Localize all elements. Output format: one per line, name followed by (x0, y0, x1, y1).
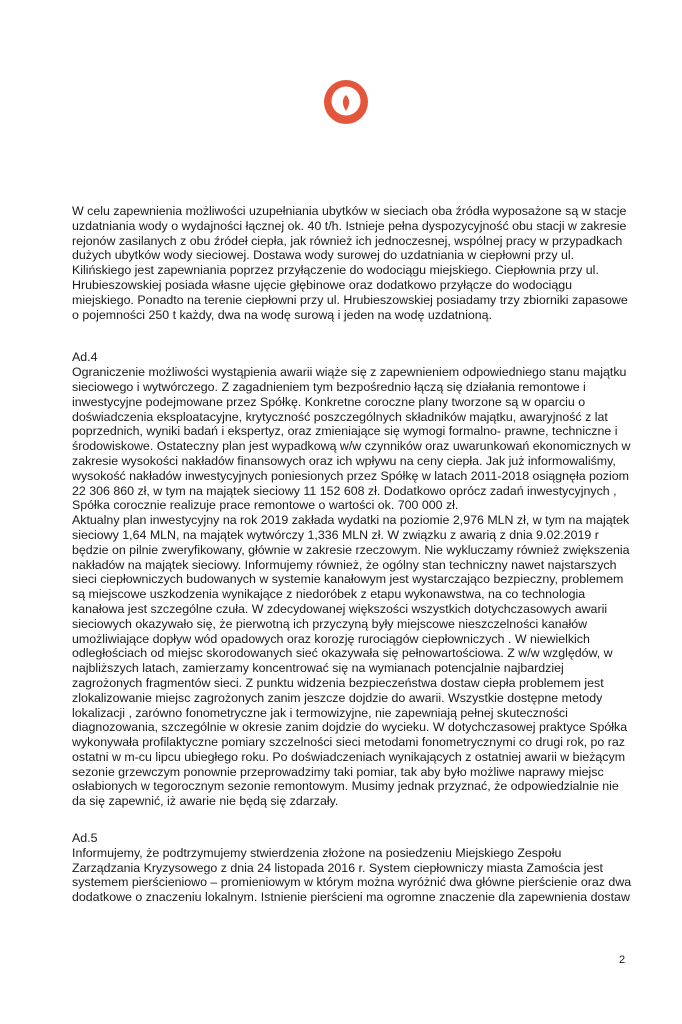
text-line: wysokość nakładów inwestycyjnych poniesionych przez Spółkę w latach 2011-2018 osiągnęła poziom (72, 468, 629, 483)
document-body (72, 204, 630, 905)
page-number: 2 (619, 954, 626, 966)
text-line: dodatkowe o znaczeniu lokalnym. Istnienie pierścieni ma ogromne znaczenie dla zapewnienia dostaw (72, 890, 630, 905)
text-line: Spółka corocznie realizuje prace remontowe o wartości ok. 700 000 zł. (72, 498, 459, 513)
text-line: Informujemy, że podtrzymujemy stwierdzenia złożone na posiedzeniu Miejskiego Zespołu (72, 845, 562, 860)
text-line: środowiskowe. Ostateczny plan jest wypadkową w/w czynników oraz uwarunkowań ekonomicznych w (72, 439, 631, 454)
text-line: poprzednich, wyniki badań i ekspertyz, oraz zmieniające się wymogi formalno- prawne, techniczne i (72, 424, 618, 439)
text-line: Kilińskiego jest zapewniania poprzez przyłączenie do wodociągu miejskiego. Ciepłownia przy ul. (72, 263, 599, 278)
text-line: zakresie wysokości nakładów finansowych oraz ich wpływu na ceny ciepła. Jak już informowaliśmy, (72, 453, 616, 468)
text-line: W celu zapewnienia możliwości uzupełniania ubytków w sieciach oba źródła wyposażone są w stacje (72, 204, 627, 218)
section-heading: Ad.4 (72, 350, 98, 365)
text-line: rejonów zasilanych z obu źródeł ciepła, jak również ich jednoczesnej, wspólnej pracy w przypadkach (72, 233, 623, 248)
text-line: są miejscowe uszkodzenia wynikające z niedoróbek z etapu wykonawstwa, na co technologia (72, 587, 586, 602)
section-heading: Ad.5 (72, 831, 98, 846)
text-line: Aktualny plan inwestycyjny na rok 2019 zakłada wydatki na poziomie 2,976 MLN zł, w tym na majątek (72, 513, 630, 528)
text-line: uzdatniania wody o wydajności łącznej ok. 40 t/h. Istnieje pełna dyspozycyjność obu stacji w zakresie (72, 218, 627, 233)
section-ad4 (72, 350, 630, 809)
text-line: inwestycyjne podejmowane przez Spółkę. Konkretne coroczne plany tworzone są w oparciu o (72, 394, 586, 409)
paragraph-water-supply (72, 204, 630, 322)
text-line: miejskiego. Ponadto na terenie ciepłowni przy ul. Hrubieszowskiej posiadamy trzy zbiorniki zapasowe (72, 292, 628, 307)
text-line: sezonie grzewczym ponownie przeprowadzimy taki pomiar, tak aby było możliwe naprawy miejsc (72, 764, 604, 779)
text-line: zlokalizowanie miejsc zagrożonych zanim jeszcze dojdzie do awarii. Wszystkie dostępne metody (72, 690, 603, 705)
text-line: systemem pierścieniowo – promieniowym w którym można wyróżnić dwa główne pierścienie oraz dwa (72, 875, 632, 890)
text-line: będzie on pilnie zweryfikowany, głównie w zakresie rzeczowym. Nie wykluczamy również zwiększenia (72, 542, 630, 557)
text-line: kanałowa jest szczególne czuła. W zdecydowanej większości wszystkich dotychczasowych awarii (72, 601, 608, 616)
orange-ring-logo-icon (321, 77, 371, 127)
section-ad5 (72, 831, 630, 905)
text-line: dużych ubytków wody sieciowej. Dostawa wody surowej do uzdatniania w ciepłowni przy ul. (72, 248, 575, 263)
text-line: ostatni w m-cu lipcu ubiegłego roku. Po doświadczeniach wynikających z ostatniej awarii w bieżącym (72, 749, 626, 764)
text-line: da się zapewnić, iż awarie nie będą się zdarzały. (72, 794, 339, 809)
text-line: lokalizacji , zarówno fonometryczne jak i termowizyjne, nie zapewniają pełnej skuteczności (72, 705, 568, 720)
text-line: sieciowych okazywało się, że pierwotną ich przyczyną były miejscowe nieszczelności kanałów (72, 616, 588, 631)
text-line: Zarządzania Kryzysowego z dnia 24 listopada 2016 r. System ciepłowniczy miasta Zamościa jest (72, 860, 603, 875)
text-line: diagnozowania, szczególnie w okresie zanim dojdzie do wycieku. W dotychczasowej praktyce Spółka (72, 720, 628, 735)
text-line: sieciowego i wytwórczego. Z zagadnieniem tym bezpośrednio łączą się działania remontowe i (72, 379, 586, 394)
text-line: najbliższych latach, zamierzamy koncentrować się na wymianach potencjalnie najbardziej (72, 661, 564, 676)
text-line: odległościach od miejsc skorodowanych sieć okazywała się pełnowartościowa. Z w/w względów, w (72, 646, 613, 661)
text-line: sieci ciepłowniczych budowanych w systemie kanałowym jest wystarczająco bezpieczny, problemem (72, 572, 624, 587)
text-line: zagrożonych fragmentów sieci. Z punktu widzenia bezpieczeństwa dostaw ciepła problemem jest (72, 675, 604, 690)
text-line: sieciowy 1,64 MLN, na majątek wytwórczy 1,336 MLN zł. W związku z awarią z dnia 9.02.2019 r (72, 527, 599, 542)
text-line: doświadczenia eksploatacyjne, krytyczność poszczególnych składników majątku, awaryjność z lat (72, 409, 608, 424)
text-line: umożliwiające dopływ wód opadowych oraz korozję rurociągów ciepłowniczych . W niewielkich (72, 631, 590, 646)
text-line: osłabionych w tegorocznym sezonie remontowym. Musimy jednak przyznać, że odpowiedzialnie nie (72, 779, 619, 794)
text-line: Ograniczenie możliwości wystąpienia awarii wiąże się z zapewnieniem odpowiedniego stanu majątku (72, 365, 627, 380)
text-line: 22 306 860 zł, w tym na majątek sieciowy 11 152 608 zł. Dodatkowo oprócz zadań inwestycyjnych , (72, 483, 617, 498)
text-line: o pojemności 250 t każdy, dwa na wodę surową i jeden na wodę uzdatnioną. (72, 307, 492, 322)
text-line: wykonywała profilaktyczne pomiary szczelności sieci metodami fonometrycznymi co drugi rok, po raz (72, 735, 625, 750)
text-line: nakładów na majątek sieciowy. Informujemy również, że ogólny stan techniczny nawet najstarszych (72, 557, 617, 572)
text-line: Hrubieszowskiej posiada własne ujęcie głębinowe oraz dodatkowo przyłącze do wodociągu (72, 277, 573, 292)
